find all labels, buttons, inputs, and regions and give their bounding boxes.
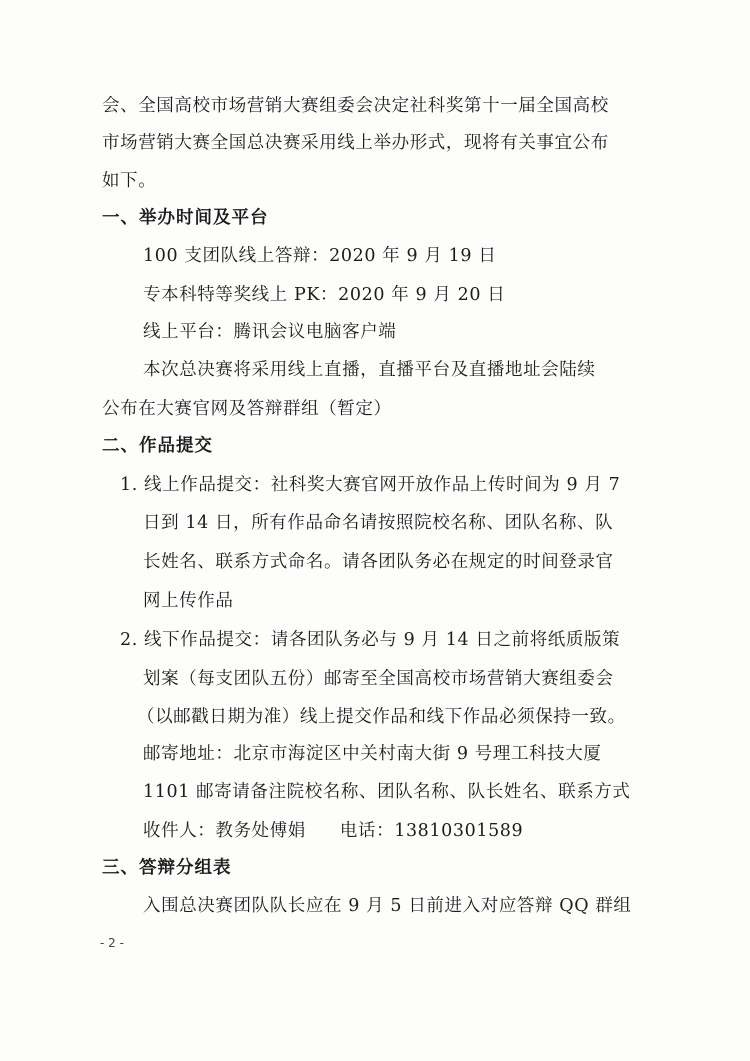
section-1-item-2: 专本科特等奖线上 PK：2020 年 9 月 20 日 [143,285,506,305]
section-2-item-2-line-3: （以邮戳日期为准）线上提交作品和线下作品必须保持一致。 [137,707,626,727]
section-2-item-1-line-4: 网上传作品 [143,591,234,611]
section-1-heading: 一、举办时间及平台 [102,208,269,228]
recipient-phone: 电话：13810301589 [339,821,524,841]
intro-line-3: 如下。 [102,171,157,191]
mailing-address-line-2: 1101 邮寄请备注院校名称、团队名称、队长姓名、联系方式 [143,782,631,802]
section-2-item-2-line-2: 划案（每支团队五份）邮寄至全国高校市场营销大赛组委会 [143,669,614,689]
section-2-item-1-line-2: 日到 14 日，所有作品命名请按照院校名称、团队名称、队 [143,513,614,533]
section-2-item-2-line-1: 2. 线下作品提交：请各团队务必与 9 月 14 日之前将纸质版策 [120,630,621,650]
section-3-paragraph-line-1: 入围总决赛团队队长应在 9 月 5 日前进入对应答辩 QQ 群组 [143,896,632,916]
page-number: - 2 - [100,936,124,950]
section-2-item-1-line-3: 长姓名、联系方式命名。请各团队务必在规定的时间登录官 [143,552,614,572]
mailing-address-line-1: 邮寄地址：北京市海淀区中关村南大街 9 号理工科技大厦 [143,744,602,764]
recipient-line [143,819,523,843]
intro-line-2: 市场营销大赛全国总决赛采用线上举办形式，现将有关事宜公布 [102,133,609,153]
section-1-paragraph-line-2: 公布在大赛官网及答辩群组（暂定） [102,399,392,419]
recipient-name: 收件人：教务处傅娟 [143,821,306,841]
section-1-paragraph-line-1: 本次总决赛将采用线上直播，直播平台及直播地址会陆续 [143,360,596,380]
section-1-item-3: 线上平台：腾讯会议电脑客户端 [143,322,397,342]
section-1-item-1: 100 支团队线上答辩：2020 年 9 月 19 日 [143,246,497,266]
section-2-heading: 二、作品提交 [102,436,213,456]
section-3-heading: 三、答辩分组表 [102,858,232,878]
section-2-item-1-line-1: 1. 线上作品提交：社科奖大赛官网开放作品上传时间为 9 月 7 [120,475,621,495]
intro-line-1: 会、全国高校市场营销大赛组委会决定社科奖第十一届全国高校 [102,96,609,116]
